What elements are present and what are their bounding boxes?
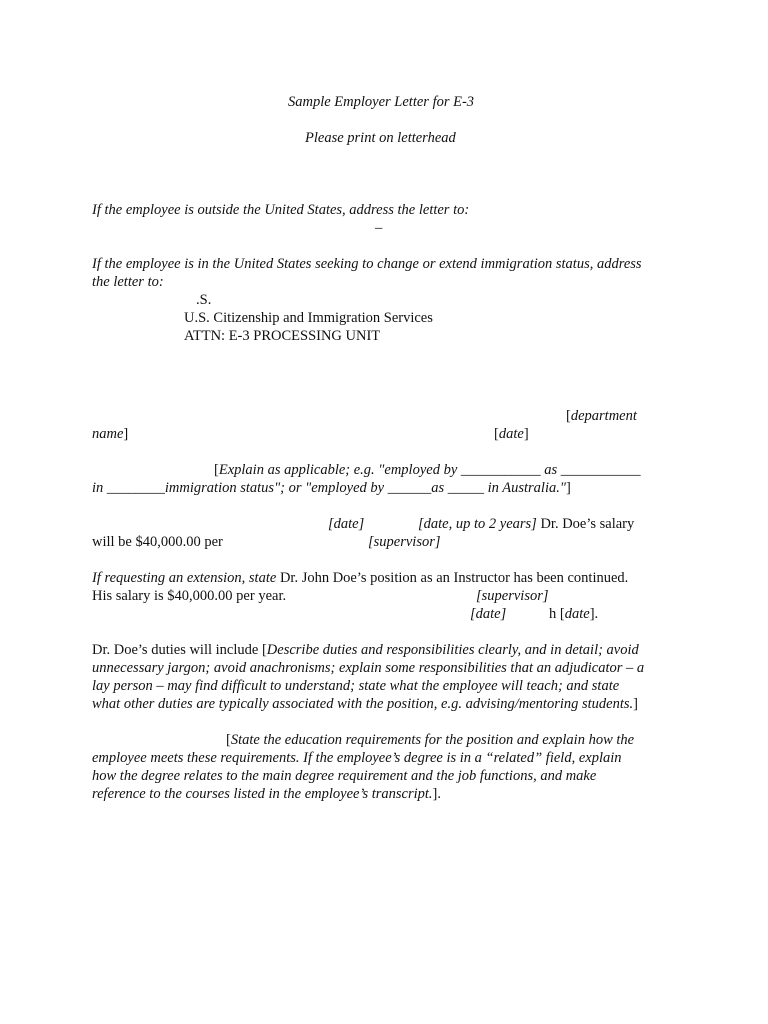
- in-us-instruction-line2: the letter to:: [92, 274, 164, 290]
- explain-line-2: in ________immigration status"; or "employed by ______as _____ in Australia."]: [92, 480, 571, 496]
- extension-line-1: If requesting an extension, state Dr. John Doe’s position as an Instructor has been continued.: [92, 570, 629, 586]
- explain-line-1: [Explain as applicable; e.g. "employed by ___________ as ___________: [214, 462, 641, 478]
- education-line-4: reference to the courses listed in the employee’s transcript.].: [92, 786, 442, 802]
- department-placeholder-end: name]: [92, 426, 129, 442]
- extension-line-2: His salary is $40,000.00 per year.: [92, 588, 287, 604]
- salary-supervisor: [supervisor]: [368, 534, 441, 550]
- extension-date-b: h [date].: [549, 606, 599, 622]
- duties-line-4: what other duties are typically associated with the position, e.g. advising/mentoring students.]: [92, 696, 638, 712]
- document-subtitle: Please print on letterhead: [305, 130, 456, 146]
- date-placeholder: [date]: [494, 426, 529, 442]
- duties-line-3: lay person – may find difficult to understand; state what the employee will teach; and state: [92, 678, 620, 694]
- in-us-instruction-line1: If the employee is in the United States seeking to change or extend immigration status, address: [92, 256, 642, 272]
- document-title: Sample Employer Letter for E-3: [288, 94, 475, 110]
- address-line-2: U.S. Citizenship and Immigration Services: [184, 310, 433, 326]
- salary-text: will be $40,000.00 per: [92, 534, 223, 550]
- address-line-1: .S.: [196, 292, 212, 308]
- education-line-3: how the degree relates to the main degree requirement and the job functions, and make: [92, 768, 597, 784]
- extension-date-a: [date]: [470, 606, 507, 622]
- department-placeholder: [department: [566, 408, 637, 424]
- duties-line-1: Dr. Doe’s duties will include [Describe duties and responsibilities clearly, and in detail; avoid: [92, 642, 639, 658]
- extension-supervisor: [supervisor]: [476, 588, 549, 604]
- outside-us-instruction: If the employee is outside the United States, address the letter to:: [92, 202, 470, 218]
- salary-date-start: [date]: [328, 516, 365, 532]
- education-line-2: employee meets these requirements. If the employee’s degree is in a “related” field, explain: [92, 750, 622, 766]
- salary-date-end: [date, up to 2 years] Dr. Doe’s salary: [418, 516, 635, 532]
- address-line-3: ATTN: E-3 PROCESSING UNIT: [184, 328, 381, 344]
- duties-line-2: unnecessary jargon; avoid anachronisms; explain some responsibilities that an adjudicator – a: [92, 660, 645, 676]
- education-line-1: [State the education requirements for the position and explain how the: [226, 732, 635, 748]
- outside-us-dash: –: [375, 220, 383, 236]
